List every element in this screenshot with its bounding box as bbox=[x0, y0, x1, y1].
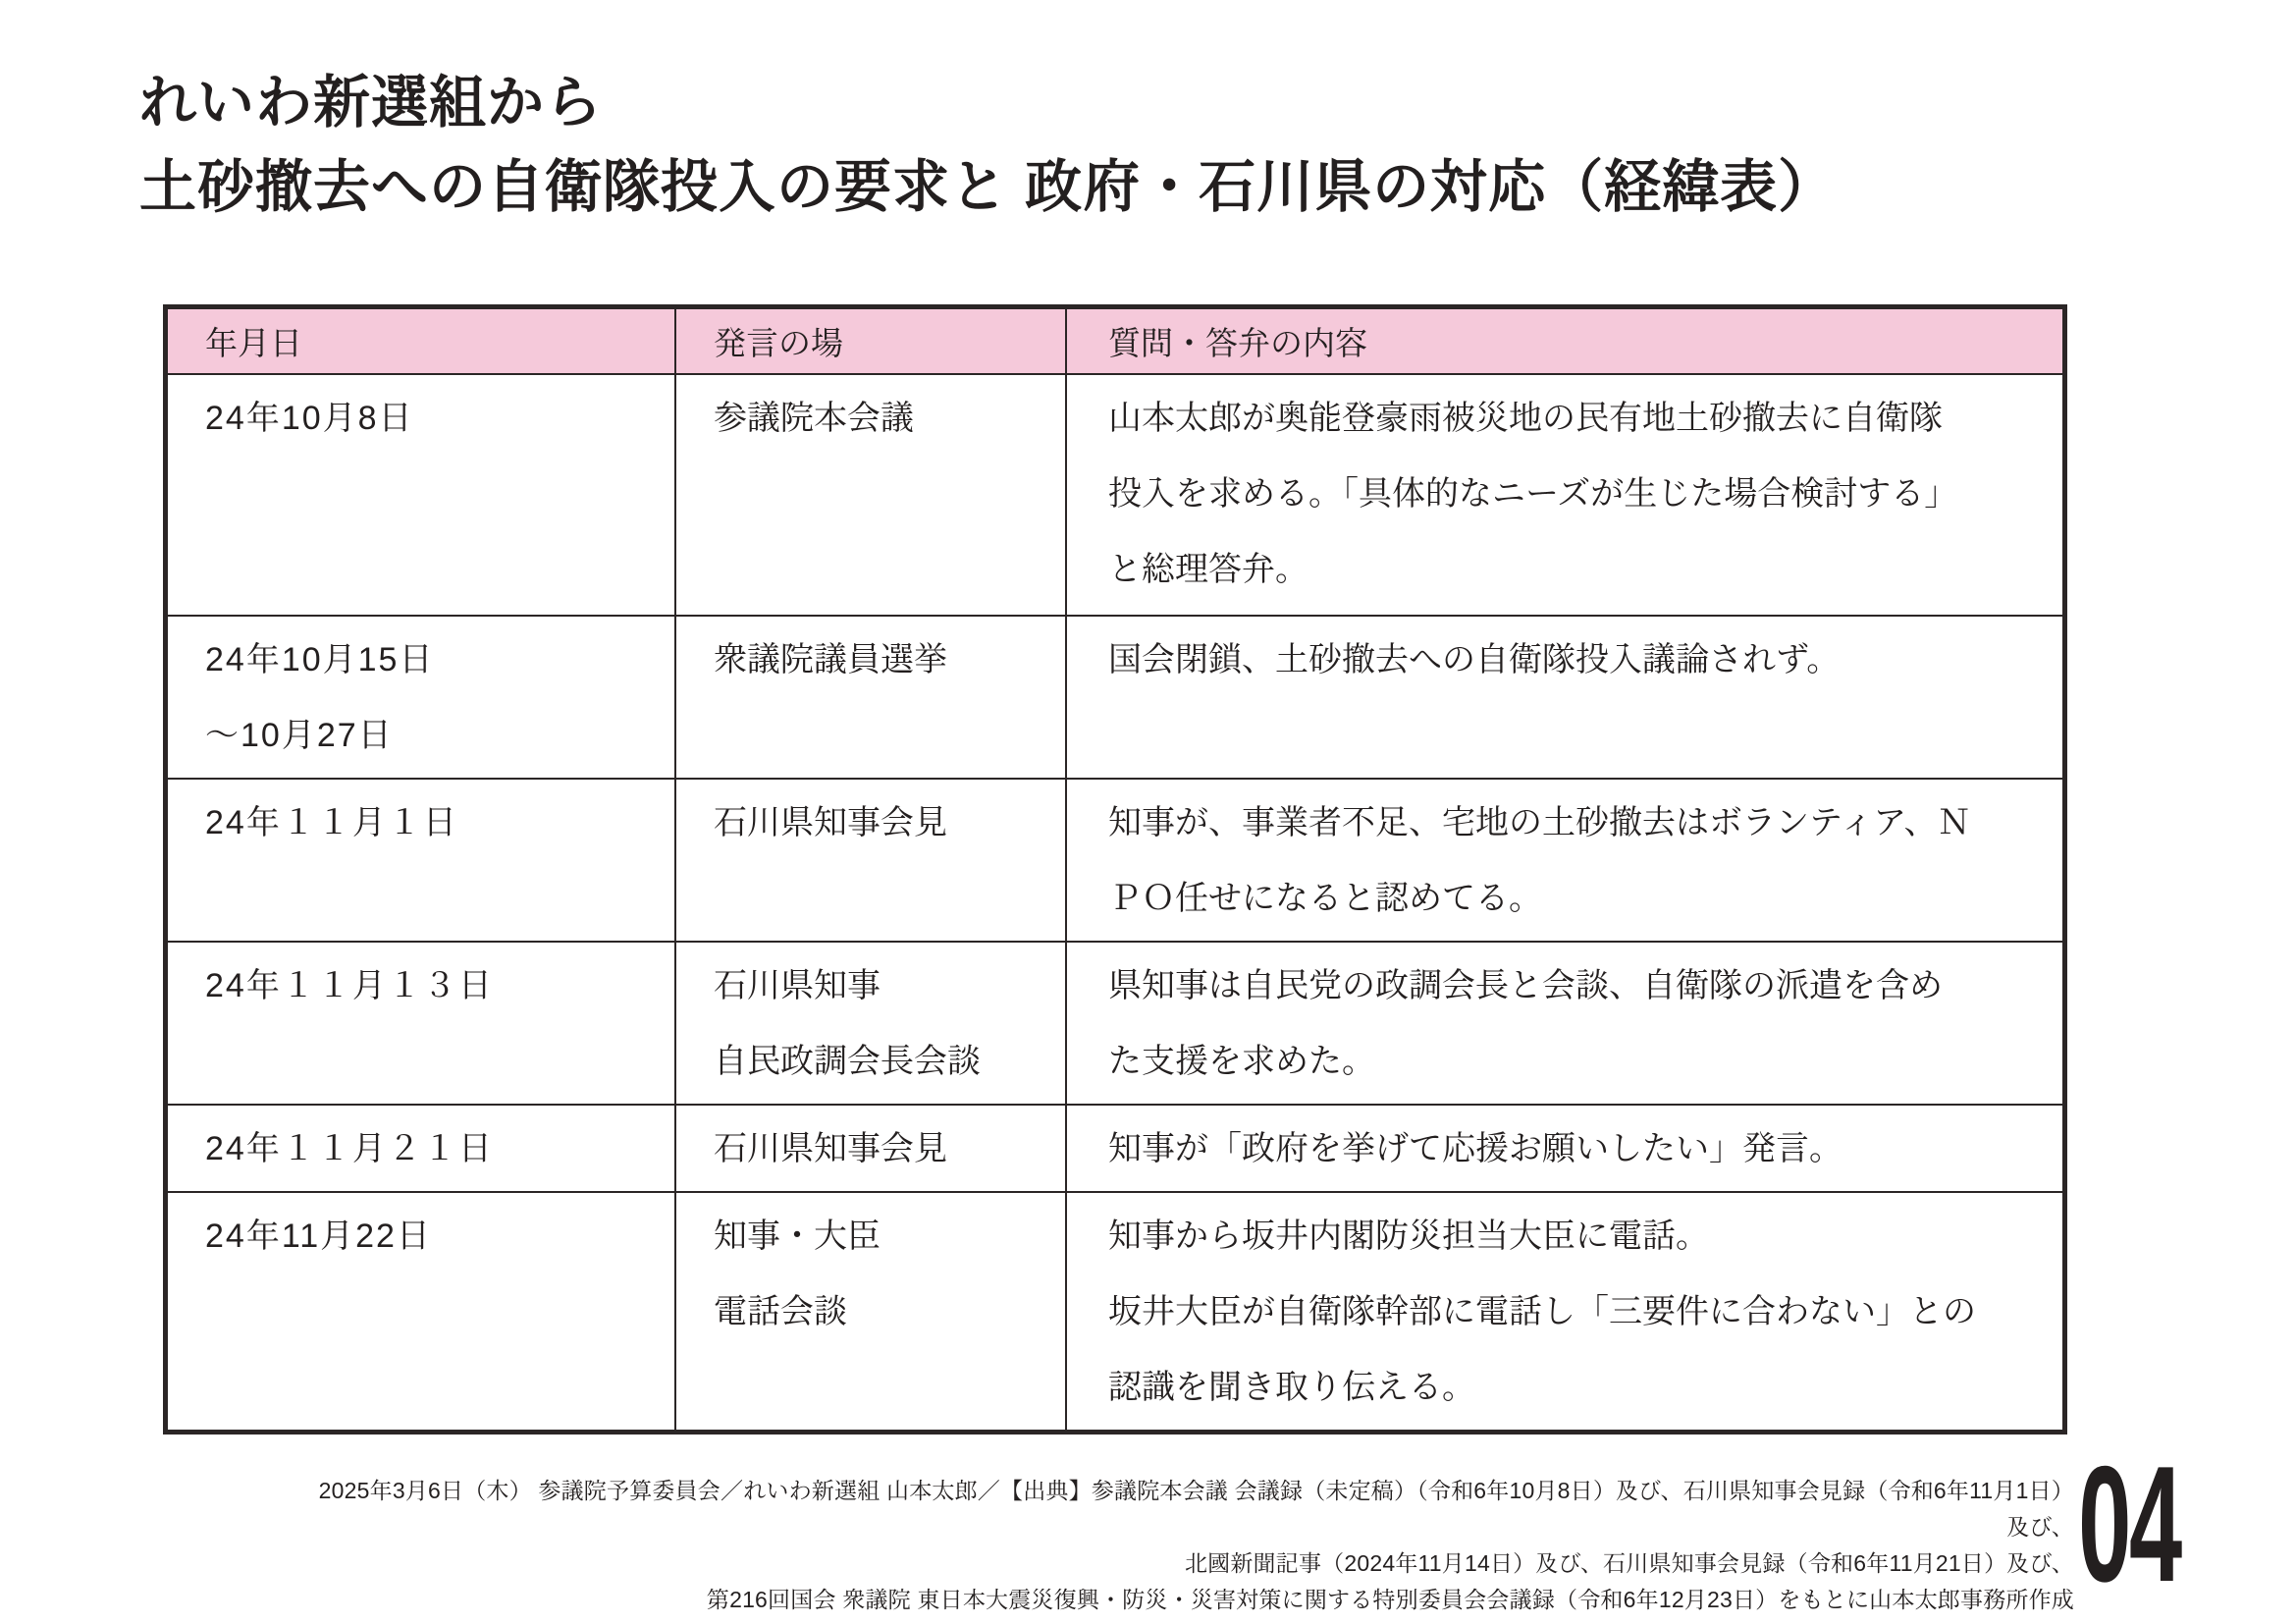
table-row bbox=[168, 1191, 2062, 1430]
table-row bbox=[168, 778, 2062, 941]
venue-cell bbox=[674, 943, 1065, 1104]
header-cell-content: 質問・答弁の内容 bbox=[1065, 309, 2062, 373]
content-cell bbox=[1065, 1106, 2062, 1191]
content-text: 知事から坂井内閣防災担当大臣に電話。 bbox=[1108, 1218, 1709, 1255]
venue-text: 自民政調会長会談 bbox=[714, 1043, 981, 1080]
content-cell bbox=[1065, 780, 2062, 941]
date-text: 24年１１月１３日 bbox=[205, 967, 494, 1004]
venue-text: 衆議院議員選挙 bbox=[714, 641, 947, 678]
page-title bbox=[139, 61, 1836, 230]
content-cell bbox=[1065, 1193, 2062, 1430]
venue-cell bbox=[674, 780, 1065, 941]
content-cell bbox=[1065, 617, 2062, 778]
content-text: と総理答弁。 bbox=[1108, 551, 1308, 588]
content-text: 投入を求める。「具体的なニーズが生じた場合検討する」 bbox=[1108, 475, 1958, 513]
venue-text: 石川県知事会見 bbox=[714, 1130, 947, 1167]
date-text: 24年１１月２１日 bbox=[205, 1130, 494, 1167]
venue-cell bbox=[674, 617, 1065, 778]
content-text: た支援を求めた。 bbox=[1108, 1043, 1375, 1080]
content-text: ＰＯ任せになると認めてる。 bbox=[1108, 880, 1542, 917]
content-text: 知事が「政府を挙げて応援お願いしたい」発言。 bbox=[1108, 1130, 1842, 1167]
content-cell bbox=[1065, 943, 2062, 1104]
footer-source bbox=[307, 1473, 2074, 1618]
date-text: 24年10月8日 bbox=[205, 400, 414, 437]
title-line-1: れいわ新選組から bbox=[139, 71, 604, 135]
venue-text: 参議院本会議 bbox=[714, 400, 914, 437]
venue-text: 電話会談 bbox=[714, 1293, 847, 1330]
date-cell bbox=[168, 943, 674, 1104]
date-cell bbox=[168, 780, 674, 941]
content-text: 坂井大臣が自衛隊幹部に電話し「三要件に合わない」との bbox=[1108, 1293, 1976, 1330]
header-cell-venue: 発言の場 bbox=[674, 309, 1065, 373]
table-header-row bbox=[168, 309, 2062, 373]
venue-cell bbox=[674, 1193, 1065, 1430]
date-text: 24年11月22日 bbox=[205, 1218, 432, 1255]
date-cell bbox=[168, 375, 674, 615]
date-text: 24年１１月１日 bbox=[205, 804, 458, 841]
page-number: 04 bbox=[2078, 1432, 2180, 1616]
source-line-3: 第216回国会 衆議院 東日本大震災復興・防災・災害対策に関する特別委員会会議録（令和6年12月23日）をもとに山本太郎事務所作成 bbox=[706, 1587, 2074, 1612]
source-line-1: 2025年3月6日（木） 参議院予算委員会／れいわ新選組 山本太郎／【出典】参議院本会議 会議録（未定稿）（令和6年10月8日）及び、石川県知事会見録（令和6年11月1日）及び、 bbox=[318, 1478, 2074, 1540]
table-row bbox=[168, 615, 2062, 778]
source-line-2: 北國新聞記事（2024年11月14日）及び、石川県知事会見録（令和6年11月21日）及び、 bbox=[1184, 1550, 2074, 1576]
content-text: 山本太郎が奥能登豪雨被災地の民有地土砂撤去に自衛隊 bbox=[1108, 400, 1943, 437]
venue-text: 知事・大臣 bbox=[714, 1218, 881, 1255]
date-cell bbox=[168, 1106, 674, 1191]
content-text: 知事が、事業者不足、宅地の土砂撤去はボランティア、Ｎ bbox=[1108, 804, 1971, 841]
venue-text: 石川県知事会見 bbox=[714, 804, 947, 841]
venue-cell bbox=[674, 375, 1065, 615]
content-text: 国会閉鎖、土砂撤去への自衛隊投入議論されず。 bbox=[1108, 641, 1841, 678]
date-text: 24年10月15日 bbox=[205, 641, 435, 678]
venue-text: 石川県知事 bbox=[714, 967, 881, 1004]
title-line-2: 土砂撤去への自衛隊投入の要求と 政府・石川県の対応（経緯表） bbox=[139, 155, 1837, 219]
header-cell-date: 年月日 bbox=[168, 309, 674, 373]
table-row bbox=[168, 1104, 2062, 1191]
table-row bbox=[168, 373, 2062, 615]
date-text: ～10月27日 bbox=[205, 717, 394, 754]
venue-cell bbox=[674, 1106, 1065, 1191]
timeline-table bbox=[163, 304, 2067, 1435]
content-text: 県知事は自民党の政調会長と会談、自衛隊の派遣を含め bbox=[1108, 967, 1943, 1004]
content-text: 認識を聞き取り伝える。 bbox=[1108, 1369, 1475, 1406]
date-cell bbox=[168, 1193, 674, 1430]
table-row bbox=[168, 941, 2062, 1104]
date-cell bbox=[168, 617, 674, 778]
content-cell bbox=[1065, 375, 2062, 615]
